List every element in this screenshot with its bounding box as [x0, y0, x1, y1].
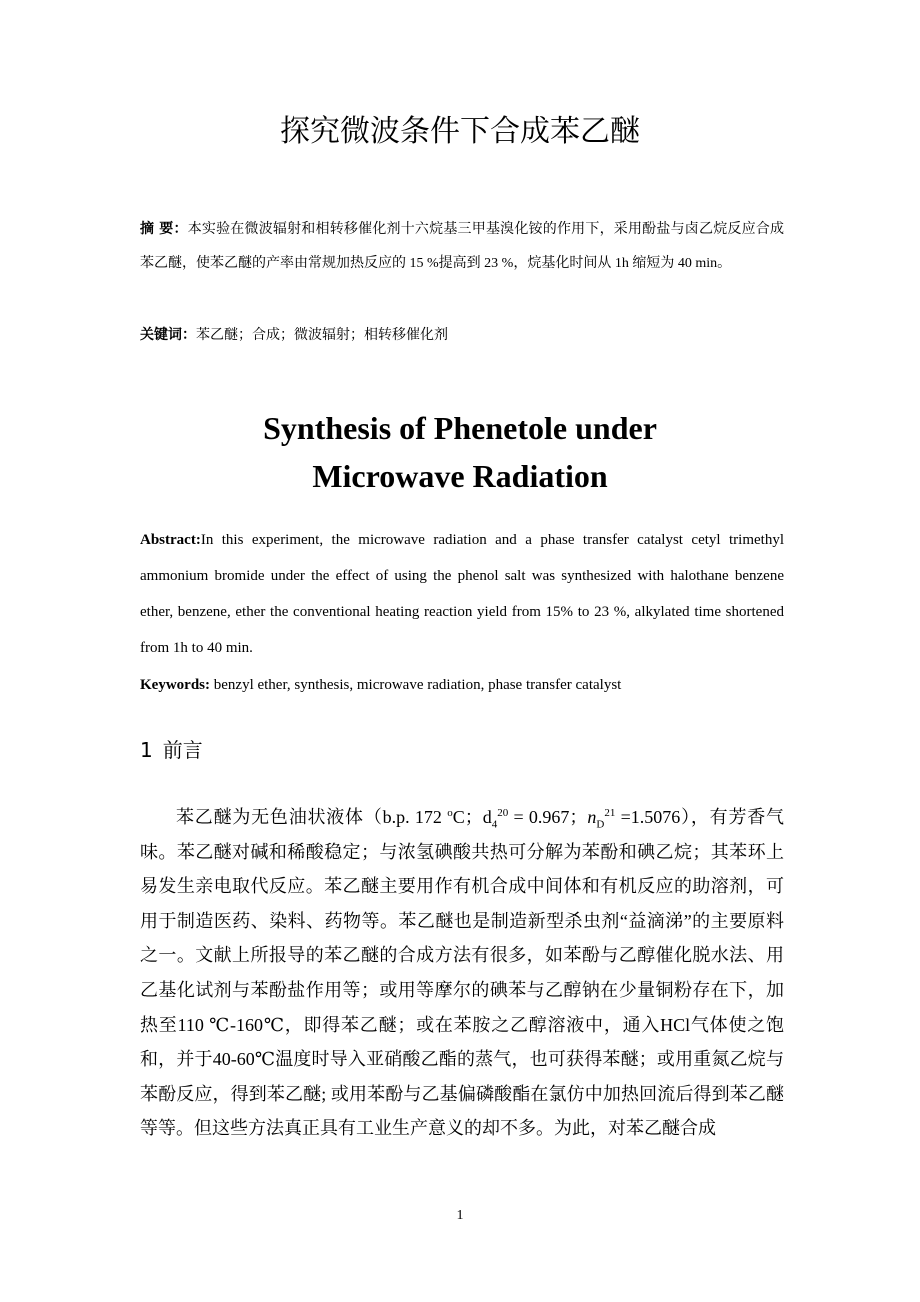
english-title-line-2: Microwave Radiation: [312, 458, 608, 494]
refractive-index-symbol: n: [587, 807, 597, 827]
english-abstract: [140, 522, 784, 666]
section-number: 1: [140, 738, 153, 762]
chinese-keywords: [140, 320, 784, 351]
english-abstract-text: In this experiment, the microwave radiation and a phase transfer catalyst cetyl trimethyl ammonium bromide under the effect of using the phenol salt was synthesized with halothane benzene ether, benzene, ether the conventional heating reaction yield from 15% to 23 %, alkylated time shortened from 1h to 40 min.: [140, 532, 784, 656]
english-title-line-1: Synthesis of Phenetole under: [263, 410, 657, 446]
page-number: 1: [456, 1208, 464, 1223]
body-text-part-1: 苯乙醚为无色油状液体（b.p. 172: [176, 807, 448, 827]
density-superscript: 20: [497, 807, 509, 819]
chinese-abstract-text: 本实验在微波辐射和相转移催化剂十六烷基三甲基溴化铵的作用下，采用酚盐与卤乙烷反应合成苯乙醚，使苯乙醚的产率由常规加热反应的 15 %提高到 23 %，烷基化时间从 1h 缩短为 40 min。: [140, 222, 784, 271]
chinese-title: 探究微波条件下合成苯乙醚: [280, 114, 640, 149]
english-keywords: [140, 670, 784, 700]
english-keywords-text: benzyl ether, synthesis, microwave radiation, phase transfer catalyst: [210, 677, 622, 693]
body-text-part-4: =1.5076），有芳香气味。苯乙醚对碱和稀酸稳定；与浓氢碘酸共热可分解为苯酚和碘乙烷；其苯环上易发生亲电取代反应。苯乙醚主要用作有机合成中间体和有机反应的助溶剂，可用于制造医药、染料、药物等。苯乙醚也是制造新型杀虫剂“益滴涕”的主要原料之一。文献上所报导的苯乙醚的合成方法有很多，如苯酚与乙醇催化脱水法、用乙基化试剂与苯酚盐作用等；或用等摩尔的碘苯与乙醇钠在少量铜粉存在下，加热至110 ℃-160℃，即得苯乙醚；或在苯胺之乙醇溶液中，通入HCl气体使之饱和，并于40-60℃温度时导入亚硝酸乙酯的蒸气，也可获得苯醚；或用重氮乙烷与苯酚反应，得到苯乙醚; 或用苯酚与乙基偏磷酸酯在氯仿中加热回流后得到苯乙醚等等。但这些方法真正具有工业生产意义的却不多。为此，对苯乙醚合成: [140, 807, 785, 1139]
english-keywords-label: Keywords:: [140, 677, 210, 693]
english-abstract-label: Abstract:: [140, 532, 201, 548]
english-title: [0, 404, 920, 500]
degree-superscript: o: [447, 807, 453, 819]
chinese-keywords-text: 苯乙醚；合成；微波辐射；相转移催化剂: [196, 328, 448, 343]
refractive-index-superscript: 21: [604, 807, 616, 819]
section-heading-introduction: [140, 734, 203, 766]
refractive-index-subscript: D: [596, 818, 605, 831]
chinese-abstract-label: 摘 要：: [140, 221, 188, 237]
section-title: 前言: [162, 738, 203, 762]
body-text-part-2: C；d: [452, 807, 492, 827]
chinese-abstract: [140, 212, 784, 281]
density-subscript: 4: [491, 818, 498, 831]
chinese-keywords-label: 关键词：: [140, 327, 196, 343]
body-text-part-3: = 0.967；: [508, 807, 588, 827]
introduction-paragraph: [140, 800, 784, 1146]
